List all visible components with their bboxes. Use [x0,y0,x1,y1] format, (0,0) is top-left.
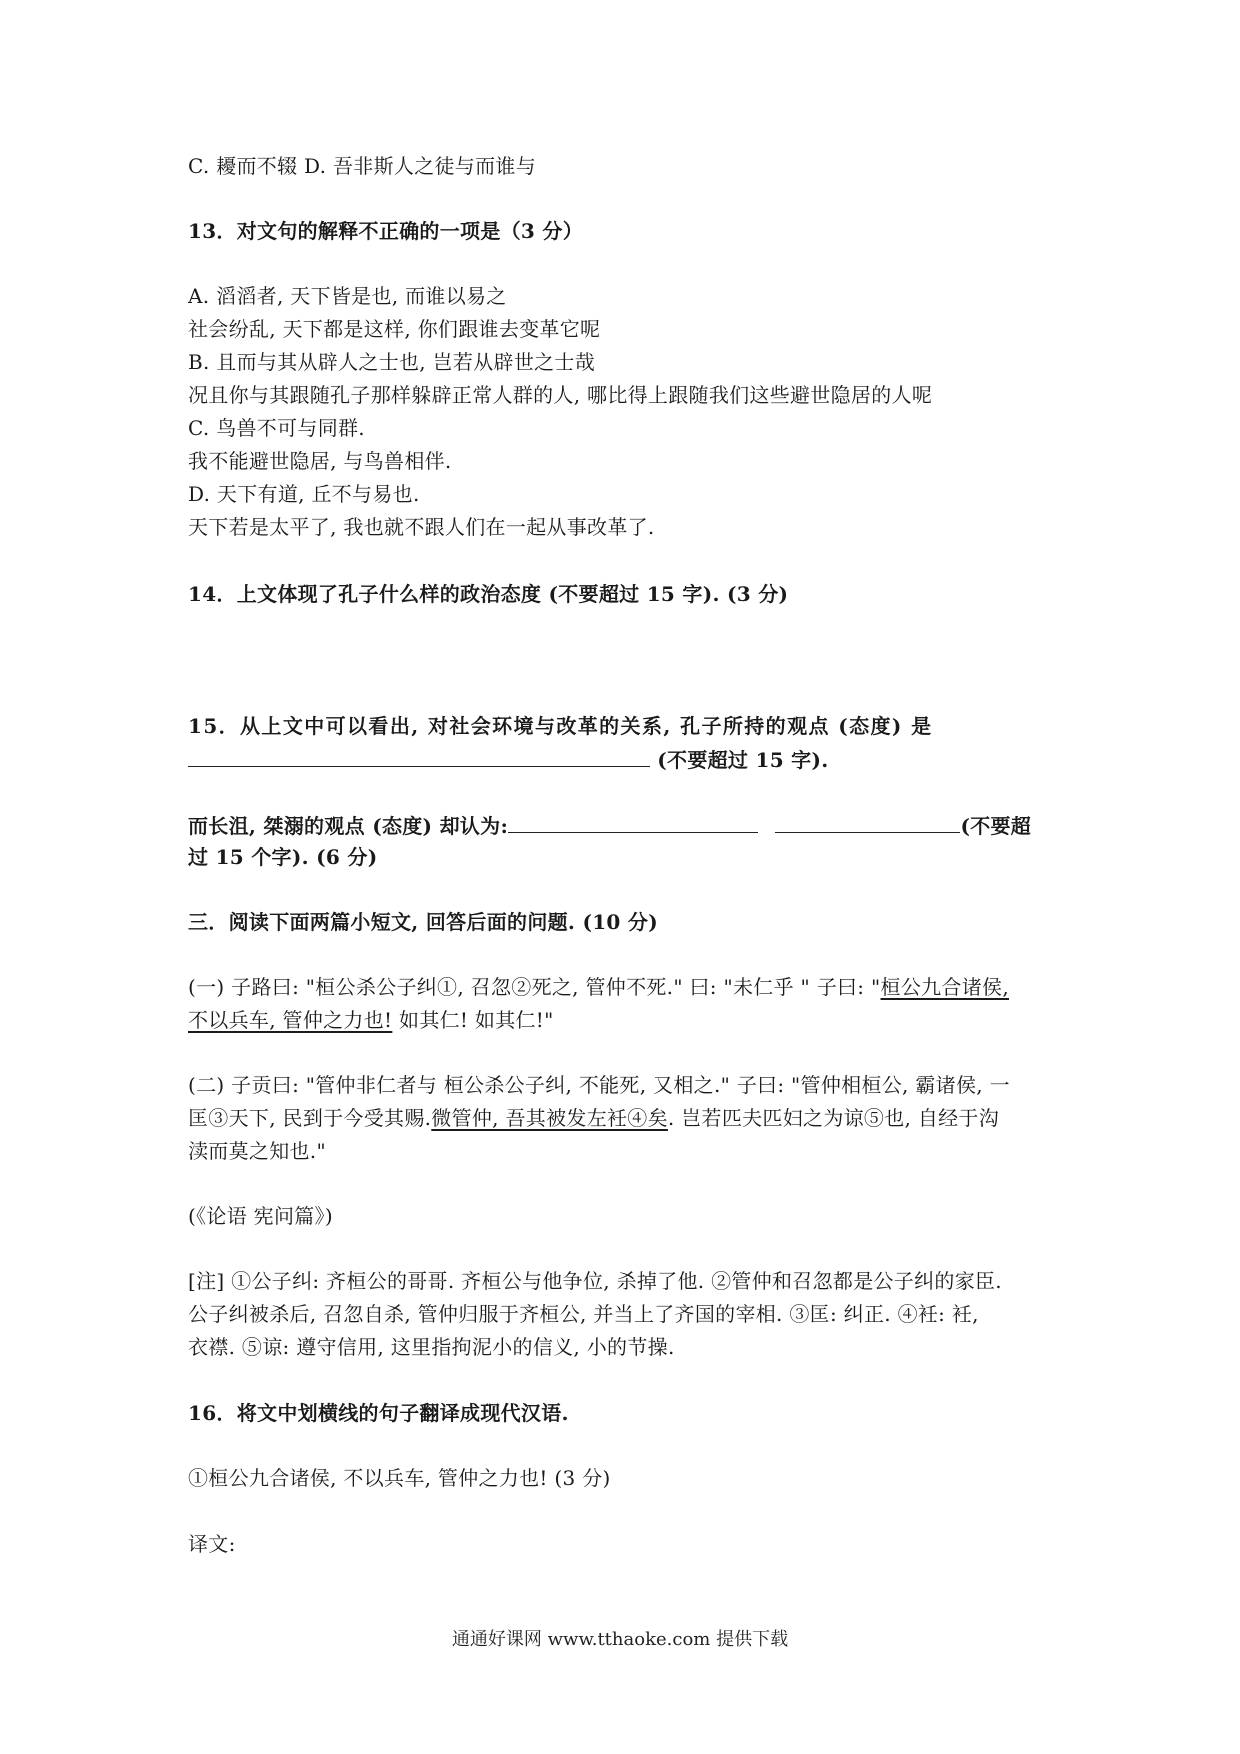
passage2-text-end: . 岂若匹夫匹妇之为谅⑤也, 自经于沟 [667,1106,1000,1130]
q16-title: 16．将文中划横线的句子翻译成现代汉语. [188,1401,569,1425]
passage2-line3: 渎而莫之知也." [188,1139,326,1163]
q15-answer-blank-1[interactable] [188,744,650,767]
q13-option-c: C. 鸟兽不可与同群. [188,416,365,440]
passage2-line1: (二) 子贡曰: "管仲非仁者与 桓公杀公子纠, 不能死, 又相之." 子曰: "管仲相桓公, 霸诸侯, 一 [188,1073,1010,1097]
q15-answer-blank-3[interactable] [775,810,960,833]
passage1-text: (一) 子路曰: "桓公杀公子纠①, 召忽②死之, 管仲不死." 曰: "未仁乎 " 子曰: " [188,975,881,999]
q15-line1: 15．从上文中可以看出, 对社会环境与改革的关系, 孔子所持的观点 (态度) 是 [188,714,933,738]
q12-options: C. 耰而不辍 D. 吾非斯人之徒与而谁与 [188,154,536,178]
passage1-underlined-sentence-b: 不以兵车, 管仲之力也! [188,1008,393,1032]
q14-title: 14．上文体现了孔子什么样的政治态度 (不要超过 15 字). (3 分) [188,582,789,606]
passage2-text: 匡③天下, 民到于今受其赐. [188,1106,432,1130]
q13-option-b-translation: 况且你与其跟随孔子那样躲辟正常人群的人, 哪比得上跟随我们这些避世隐居的人呢 [188,383,933,407]
q15-line2-note: (不要超过 15 字). [657,748,829,772]
passage1-line1 [188,973,1009,1001]
q15-line4: 过 15 个字). (6 分) [188,845,378,869]
q13-option-b: B. 且而与其从辟人之士也, 岂若从辟世之士哉 [188,350,596,374]
q13-title: 13．对文句的解释不正确的一项是（3 分） [188,219,584,243]
q15-line3 [188,810,1031,840]
q15-line3-note: (不要超 [960,814,1032,838]
notes-line1: [注] ①公子纠: 齐桓公的哥哥. 齐桓公与他争位, 杀掉了他. ②管仲和召忽都是公子纠的家臣. [188,1269,1002,1293]
passage1-line2 [188,1006,554,1034]
q13-option-a: A. 滔滔者, 天下皆是也, 而谁以易之 [188,284,507,308]
q13-option-d-translation: 天下若是太平了, 我也就不跟人们在一起从事改革了. [188,515,655,539]
passage2-underlined-sentence: 微管仲, 吾其被发左衽④矣 [431,1106,668,1130]
q15-answer-blank-2[interactable] [508,810,758,833]
q13-option-d: D. 天下有道, 丘不与易也. [188,482,420,506]
passage-source: (《论语 宪问篇》) [188,1204,333,1228]
passage1-text-end: 如其仁! 如其仁!" [392,1008,554,1032]
q15-line2 [188,744,829,774]
q13-option-a-translation: 社会纷乱, 天下都是这样, 你们跟谁去变革它呢 [188,317,601,341]
passage2-line2 [188,1104,999,1132]
footer-credit: 通通好课网 www.tthaoke.com 提供下载 [451,1629,789,1650]
q16-item1: ①桓公九合诸侯, 不以兵车, 管仲之力也! (3 分) [188,1466,611,1490]
notes-line2: 公子纠被杀后, 召忽自杀, 管仲归服于齐桓公, 并当上了齐国的宰相. ③匡: 纠正. ④衽: 衽, [188,1302,979,1326]
section3-title: 三．阅读下面两篇小短文, 回答后面的问题. (10 分) [188,910,658,934]
q16-answer-label: 译文: [188,1532,236,1556]
q15-line3-prefix: 而长沮, 桀溺的观点 (态度) 却认为: [188,814,509,838]
passage1-underlined-sentence-a: 桓公九合诸侯, [880,975,1009,999]
q13-option-c-translation: 我不能避世隐居, 与鸟兽相伴. [188,449,452,473]
notes-line3: 衣襟. ⑤谅: 遵守信用, 这里指拘泥小的信义, 小的节操. [188,1335,675,1359]
